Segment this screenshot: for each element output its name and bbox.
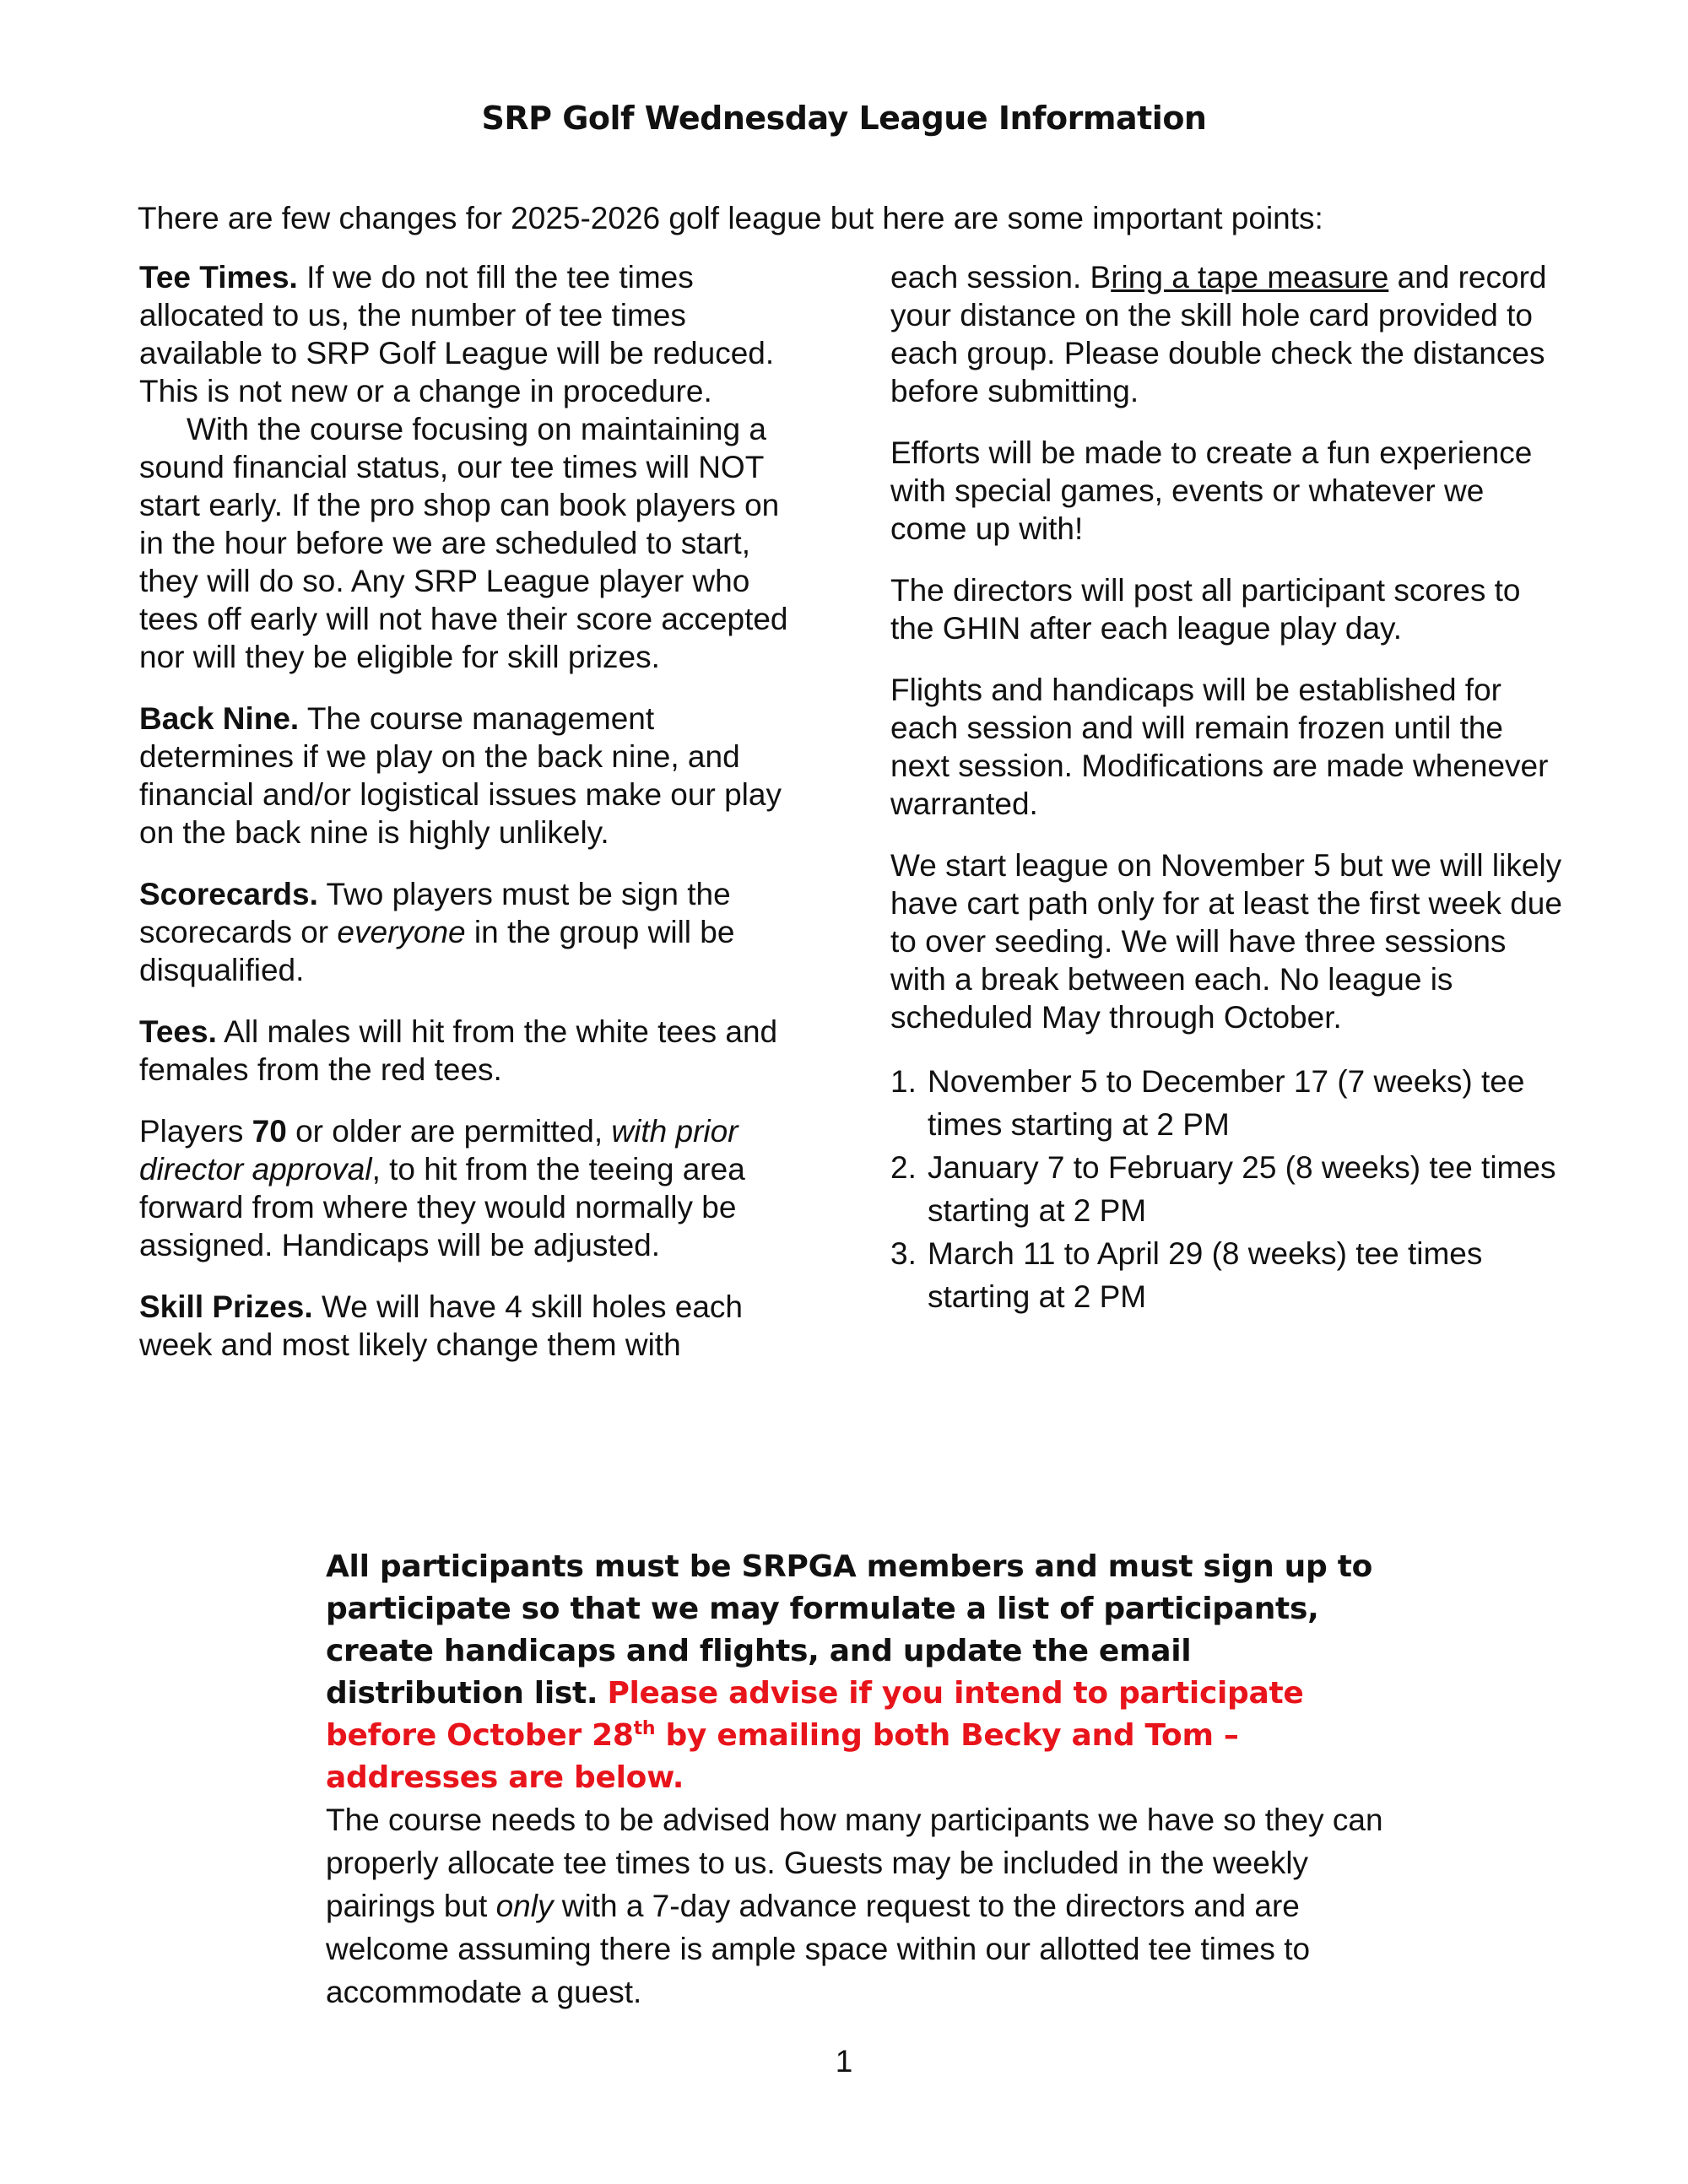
notice-body-emphasis: only [495, 1889, 554, 1923]
skill-prizes-text: We will have 4 skill holes each week and most likely change them with [139, 1289, 743, 1362]
participation-notice [326, 1546, 1389, 2014]
tee-times-paragraph [139, 258, 806, 410]
scorecards-heading: Scorecards. [139, 877, 318, 911]
right-column [890, 258, 1566, 1318]
tape-measure-underlined: ring a tape measure [1111, 260, 1389, 295]
list-item [890, 1146, 1566, 1232]
notice-body-text-2: with a 7-day advance request to the directors and are welcome assuming there is ample space within our allotted tee times to accommodate a guest. [326, 1889, 1311, 2009]
notice-red-superscript: th [633, 1718, 656, 1739]
list-item-text: November 5 to December 17 (7 weeks) tee times starting at 2 PM [928, 1064, 1525, 1142]
notice-body-text-1: The course needs to be advised how many participants we have so they can properly allocate tee times to us. Guests may be included in the weekly pairings but [326, 1803, 1383, 1923]
seniors-paragraph [139, 1112, 806, 1264]
tees-paragraph [139, 1013, 806, 1089]
notice-bold-text: All participants must be SRPGA members and must sign up to participate so that we may formulate a list of participants, create handicaps and flights, and update the email distribution list. [326, 1549, 1373, 1711]
seniors-text-3: , to hit from the teeing area forward from where they would normally be assigned. Handicaps will be adjusted. [139, 1152, 745, 1262]
sessions-list [890, 1060, 1566, 1318]
tees-text: All males will hit from the white tees and females from the red tees. [139, 1014, 778, 1087]
scorecards-text-2: in the group will be disqualified. [139, 915, 735, 987]
skill-prizes-continued [890, 258, 1566, 410]
list-item-number: 2. [890, 1150, 917, 1185]
tee-times-text: If we do not fill the tee times allocated to us, the number of tee times available to SRP Golf League will be reduced. This is not new or a change in procedure. [139, 260, 775, 408]
seniors-emphasis: with prior director approval [139, 1114, 738, 1187]
scorecards-text-1: Two players must be sign the scorecards or [139, 877, 731, 949]
skill-cont-text-1: each session. B [890, 260, 1112, 295]
league-start-paragraph: We start league on November 5 but we will likely have cart path only for at least the first week due to over seeding. We will have three sessions with a break between each. No league is scheduled May through October. [890, 848, 1562, 1035]
tee-times-heading: Tee Times. [139, 260, 298, 295]
tee-times-paragraph-2: With the course focusing on maintaining a sound financial status, our tee times will NOT start early. If the pro shop can book players on in the hour before we are scheduled to start, they will do so. Any SRP League player who tees off early will not have their score accepted nor will they be eligible for skill prizes. [139, 412, 788, 674]
notice-red-text-2: by emailing both Becky and Tom – addresses are below. [326, 1718, 1239, 1795]
page-title: SRP Golf Wednesday League Information [481, 100, 1207, 137]
scorecards-emphasis: everyone [337, 915, 466, 949]
list-item-number: 1. [890, 1064, 917, 1099]
list-item [890, 1232, 1566, 1318]
list-item-number: 3. [890, 1236, 917, 1271]
efforts-paragraph: Efforts will be made to create a fun experience with special games, events or whatever we come up with! [890, 435, 1533, 546]
seniors-text-2: or older are permitted, [286, 1114, 612, 1149]
skill-prizes-heading: Skill Prizes. [139, 1289, 313, 1324]
intro-paragraph: There are few changes for 2025-2026 golf league but here are some important points: [138, 201, 1323, 235]
list-item-text: January 7 to February 25 (8 weeks) tee times starting at 2 PM [928, 1150, 1556, 1228]
back-nine-text: The course management determines if we play on the back nine, and financial and/or logistical issues make our play on the back nine is highly unlikely. [139, 701, 782, 850]
seniors-age: 70 [252, 1114, 287, 1149]
skill-cont-text-2: and record your distance on the skill hole card provided to each group. Please double check the distances before submitting. [890, 260, 1547, 408]
skill-prizes-paragraph [139, 1288, 806, 1364]
left-column [139, 258, 806, 1387]
ghin-paragraph: The directors will post all participant scores to the GHIN after each league play day. [890, 573, 1521, 646]
back-nine-paragraph [139, 700, 806, 851]
scorecards-paragraph [139, 875, 806, 989]
flights-paragraph: Flights and handicaps will be established for each session and will remain frozen until the next session. Modifications are made whenever warranted. [890, 673, 1549, 821]
list-item-text: March 11 to April 29 (8 weeks) tee times starting at 2 PM [928, 1236, 1483, 1314]
back-nine-heading: Back Nine. [139, 701, 300, 736]
list-item [890, 1060, 1566, 1146]
seniors-text-1: Players [139, 1114, 252, 1149]
notice-red-text-1: Please advise if you intend to participate before October 28 [326, 1676, 1304, 1753]
page-number: 1 [835, 2044, 853, 2079]
tees-heading: Tees. [139, 1014, 217, 1049]
